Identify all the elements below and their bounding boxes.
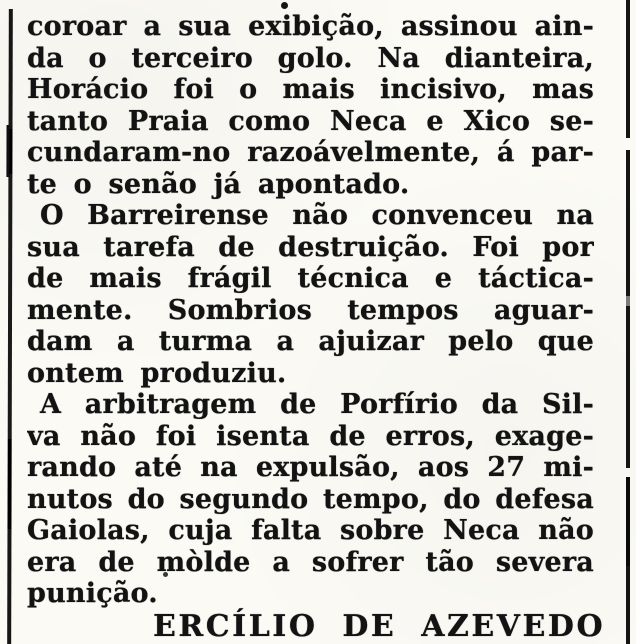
text-line: coroar a sua exibição, assinou ain- bbox=[27, 11, 594, 42]
text-line: ontem produziu. bbox=[27, 357, 287, 389]
text-line: sua tarefa de destruição. Foi por bbox=[27, 231, 594, 263]
text-line: mente. Sombrios tempos aguar- bbox=[27, 294, 594, 326]
byline: ERCÍLIO DE AZEVEDO bbox=[153, 608, 606, 644]
article-column bbox=[27, 11, 606, 644]
text-line: nutos do segundo tempo, do defesa bbox=[27, 483, 594, 515]
text-line: punição. bbox=[27, 578, 158, 609]
text-line: te o senão já apontado. bbox=[27, 168, 410, 200]
text-line: tanto Praia como Neca e Xico se- bbox=[27, 105, 594, 137]
column-rule-left bbox=[7, 9, 13, 644]
ink-speck bbox=[281, 2, 288, 9]
text-line: va não foi isenta de erros, exage- bbox=[27, 420, 594, 452]
text-line: dam a turma a ajuizar pelo que bbox=[27, 326, 594, 357]
text-line: de mais frágil técnica e táctica- bbox=[27, 263, 594, 294]
text-line: O Barreirense não convenceu na bbox=[40, 200, 594, 231]
column-rule-right bbox=[626, 0, 630, 644]
text-line: Horácio foi o mais incisivo, mas bbox=[27, 74, 594, 105]
text-line: cundaram-no razoávelmente, á par- bbox=[27, 137, 594, 168]
text-line: A arbitragem de Porfírio da Sil- bbox=[40, 389, 594, 420]
text-line: Gaiolas, cuja falta sobre Neca não bbox=[27, 515, 594, 546]
text-line: era de mòlde a sofrer tão severa bbox=[27, 546, 594, 578]
text-line: rando até na expulsão, aos 27 mi- bbox=[27, 452, 594, 483]
text-line: da o terceiro golo. Na dianteira, bbox=[27, 42, 594, 74]
